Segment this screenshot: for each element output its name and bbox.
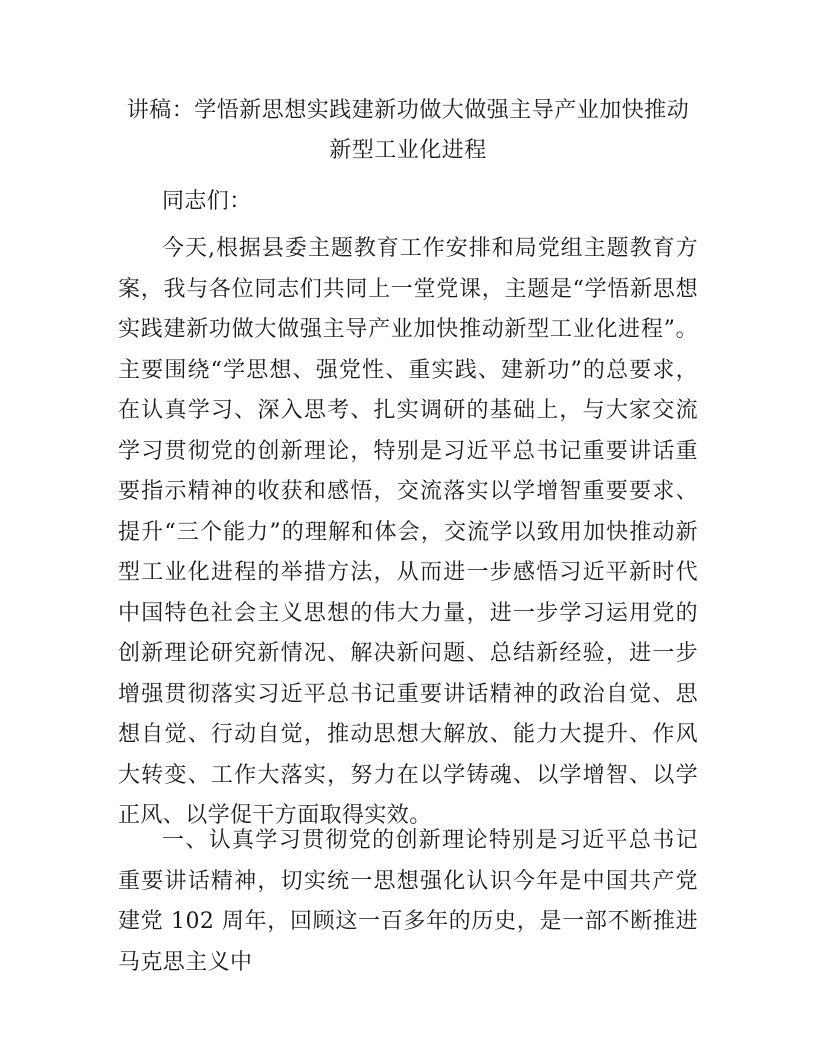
- paragraph-intro: 今天,根据县委主题教育工作安排和局党组主题教育方案，我与各位同志们共同上一堂党课，主题是“学悟新思想实践建新功做大做强主导产业加快推动新型工业化进程”。主要围绕“学思想、强党性、重实践、建新功”的总要求，在认真学习、深入思考、扎实调研的基础上，与大家交流学习贯彻党的创新理论，特别是习近平总书记重要讲话重要指示精神的收获和感悟，交流落实以学增智重要要求、提升“三个能力”的理解和体会，交流学以致用加快推动新型工业化进程的举措方法，从而进一步感悟习近平新时代中国特色社会主义思想的伟大力量，进一步学习运用党的创新理论研究新情况、解决新问题、总结新经验，进一步增强贯彻落实习近平总书记重要讲话精神的政治自觉、思想自觉、行动自觉，推动思想大解放、能力大提升、作风大转变、工作大落实，努力在以学铸魂、以学增智、以学正风、以学促干方面取得实效。: [118, 236, 698, 828]
- greeting: 同志们：: [162, 189, 252, 214]
- document-title: 讲稿：学悟新思想实践建新功做大做强主导产业加快推动新型工业化进程: [126, 98, 690, 163]
- paragraph-section-one: 一、认真学习贯彻党的创新理论特别是习近平总书记重要讲话精神，切实统一思想强化认识今年是中国共产党建党 102 周年，回顾这一百多年的历史，是一部不断推进马克思主义中: [118, 828, 698, 975]
